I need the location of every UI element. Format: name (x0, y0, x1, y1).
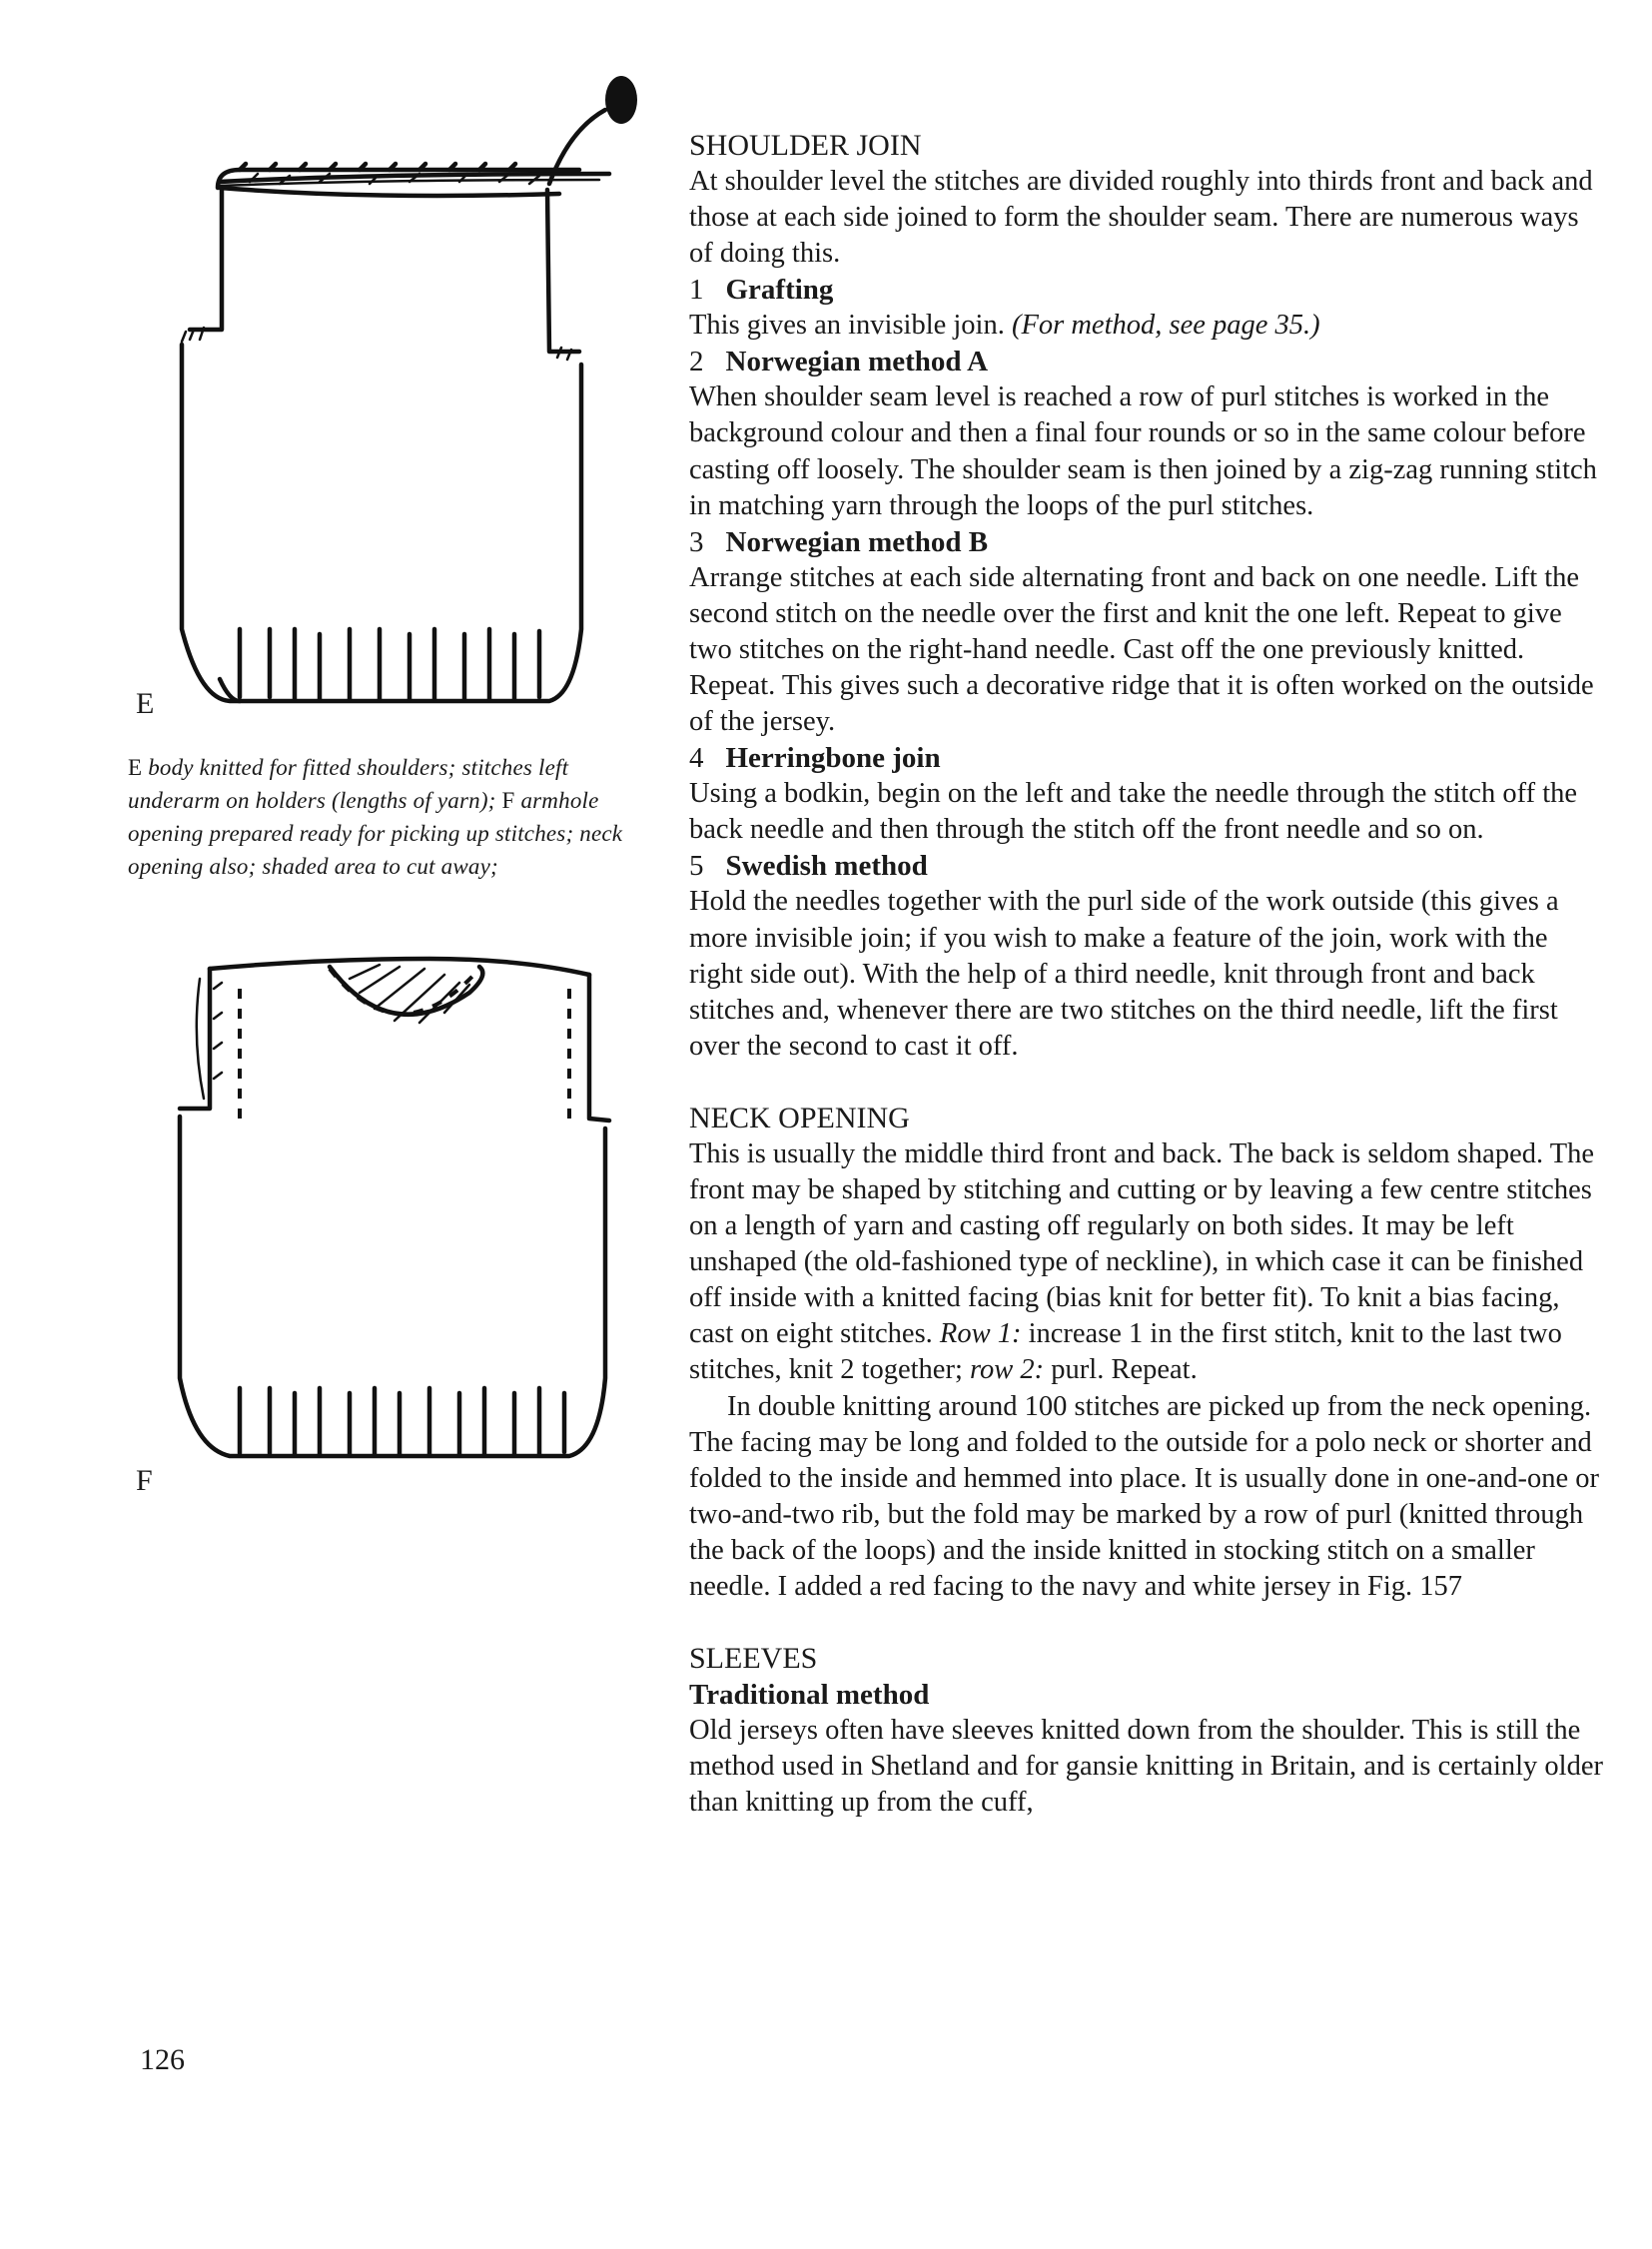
method-number: 5 (689, 850, 704, 883)
caption-label-f: F (501, 788, 515, 813)
method-heading-1 (689, 272, 1608, 308)
neck-opening-paragraph-1 (689, 1136, 1608, 1389)
figure-f-drawing (170, 949, 649, 1508)
method-title: Norwegian method A (725, 346, 989, 378)
caption-text-e: body knitted for fitted shoulders; stitches left underarm on holders (lengths of yarn); (128, 755, 569, 813)
neck-opening-paragraph-2: In double knitting around 100 stitches are picked up from the neck opening. The facing may be long and folded to the outside for a polo neck or shorter and folded to the inside and hemmed into place. It is usually done in one-and-one or two-and-two rib, but the fold may be marked by a row of purl (knitted through the back of the loops) and the inside knitted in stocking stitch on a smaller needle. I added a red facing to the navy and white jersey in Fig. 157 (689, 1390, 1599, 1602)
method-number: 3 (689, 525, 704, 558)
neck-text-a: This is usually the middle third front and back. The back is seldom shaped. The front may be shaped by stitching and cutting or by leaving a few centre stitches on a length of yarn and casting off regularly on both sides. It may be left unshaped (the old-fashioned type of neckline), in which case it can be finished off inside with a knitted facing (bias knit for better fit). To knit a bias facing, cast on eight stitches. (689, 1137, 1595, 1350)
figure-f-label: F (136, 1464, 153, 1497)
figure-e-label: E (136, 687, 155, 720)
neck-text-b: increase 1 in the first stitch, knit to the last two stitches, knit 2 together; (689, 1318, 1562, 1386)
row-1-label: Row 1: (939, 1318, 1022, 1350)
method-text-4: Using a bodkin, begin on the left and take the needle through the stitch off the back needle and then through the stitch off the front needle and so on. (689, 778, 1578, 846)
method-heading-2 (689, 344, 1608, 379)
section-title-neck-opening: NECK OPENING (689, 1101, 910, 1134)
sleeves-text: Old jerseys often have sleeves knitted down from the shoulder. This is still the method used in Shetland and for gansie knitting in Britain, and is certainly older than knitting up from the cuff, (689, 1715, 1603, 1819)
method-heading-5 (689, 848, 1608, 884)
row-2-label: row 2: (970, 1354, 1045, 1386)
page-reference: (For method, see page 35.) (1011, 310, 1320, 342)
shoulder-join-intro: At shoulder level the stitches are divided roughly into thirds front and back and those at each side joined to form the shoulder seam. There are numerous ways of doing this. (689, 166, 1593, 270)
caption-label-e: E (128, 755, 143, 780)
main-text-column (689, 128, 1608, 1821)
method-text: This gives an invisible join. (689, 310, 1005, 342)
section-title-shoulder-join: SHOULDER JOIN (689, 129, 922, 162)
page-number: 126 (140, 2043, 185, 2076)
method-heading-4 (689, 740, 1608, 776)
neck-text-c: purl. Repeat. (1051, 1354, 1198, 1386)
method-heading-3 (689, 524, 1608, 560)
method-text-2: When shoulder seam level is reached a row of purl stitches is worked in the background colour and then a final four rounds or so in the same colour before casting off loosely. The shoulder seam is then joined by a zig-zag running stitch in matching yarn through the loops of the purl stitches. (689, 381, 1597, 521)
method-text-5: Hold the needles together with the purl side of the work outside (this gives a more invisible join; if you wish to make a feature of the join, work with the right side out). With the help of a third needle, knit through front and back stitches and, whenever there are two stitches on the third needle, lift the first over the second to cast it off. (689, 886, 1559, 1062)
figure-caption (128, 751, 647, 883)
method-text-3: Arrange stitches at each side alternating front and back on one needle. Lift the second stitch on the needle over the first and knit the one left. Repeat to give two stitches on the right-hand needle. Cast off the one previously knitted. Repeat. This gives such a decorative ridge that it is often worked on the outside of the jersey. (689, 561, 1594, 738)
method-title: Norwegian method B (725, 525, 989, 558)
caption-text-f: armhole opening prepared ready for picking up stitches; neck opening also; shaded area to cut away; (128, 788, 623, 879)
method-number: 1 (689, 274, 704, 307)
method-number: 4 (689, 742, 704, 775)
sleeves-subtitle: Traditional method (689, 1679, 930, 1712)
method-number: 2 (689, 346, 704, 378)
method-title: Grafting (725, 274, 834, 307)
method-title: Swedish method (725, 850, 928, 883)
figure-e-drawing (170, 70, 649, 719)
method-text-1 (689, 308, 1608, 344)
method-title: Herringbone join (725, 742, 941, 775)
section-title-sleeves: SLEEVES (689, 1642, 818, 1676)
